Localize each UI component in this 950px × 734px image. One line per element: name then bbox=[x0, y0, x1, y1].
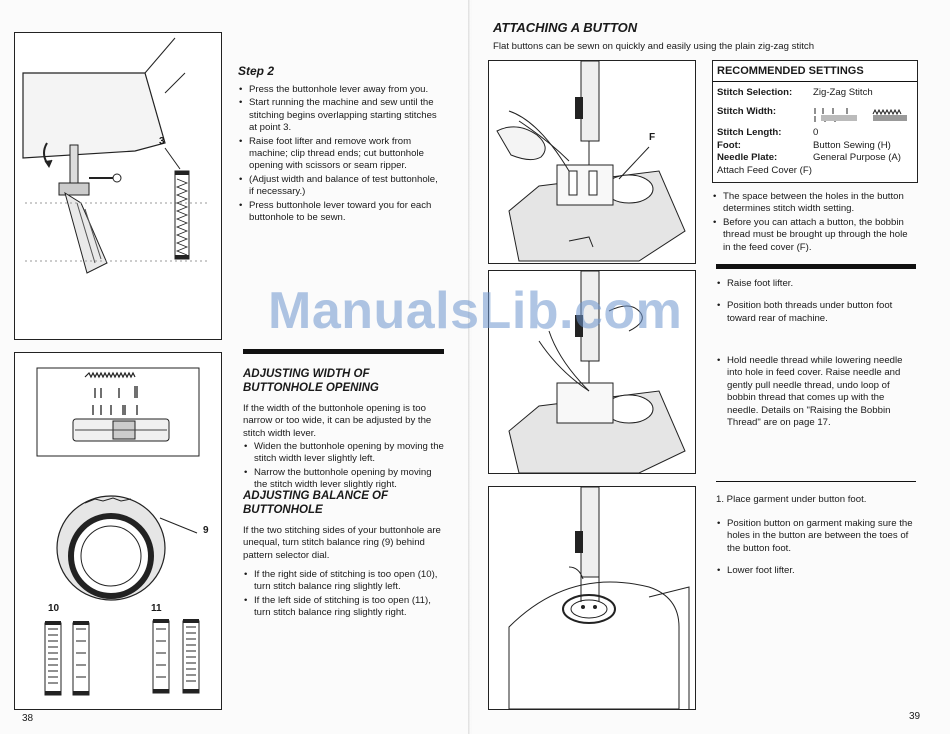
settings-divider bbox=[713, 81, 917, 82]
page-title: ATTACHING A BUTTON bbox=[493, 20, 638, 35]
balance-list bbox=[243, 569, 448, 621]
list-item: • Position button on garment making sure the holes in the button are between the toes of the button foot. bbox=[716, 518, 916, 555]
width-heading-line2: BUTTONHOLE OPENING bbox=[243, 382, 379, 394]
buttonhole-foot-illustration bbox=[15, 33, 221, 339]
width-intro: If the width of the buttonhole opening is too narrow or too wide, it can be adjusted by the stitch width lever. bbox=[243, 403, 432, 439]
garment-button-illustration bbox=[489, 487, 695, 709]
list-item: • Lower foot lifter. bbox=[716, 565, 916, 577]
list-item: • If the left side of stitching is too open (11), turn stitch balance ring slightly right. bbox=[243, 595, 448, 620]
right-page bbox=[472, 0, 950, 734]
feed-cover-illustration bbox=[489, 61, 695, 263]
notes-list-1 bbox=[712, 191, 916, 255]
foot-label: Foot: bbox=[717, 139, 741, 151]
notes-list-4 bbox=[716, 518, 916, 579]
width-list bbox=[243, 441, 446, 493]
left-page bbox=[0, 0, 470, 734]
step-2-heading: Step 2 bbox=[238, 64, 275, 78]
list-item: • The space between the holes in the button determines stitch width setting. bbox=[712, 191, 916, 216]
sample-10-label: 10 bbox=[48, 603, 60, 614]
feed-cover-f-label: F bbox=[649, 132, 656, 143]
list-item: • Raise foot lifter. bbox=[716, 278, 916, 290]
stitch-selection-label: Stitch Selection: bbox=[717, 87, 793, 98]
balance-section-heading bbox=[243, 489, 388, 517]
foot-row bbox=[717, 140, 915, 152]
stitch-width-label: Stitch Width: bbox=[717, 106, 777, 118]
balance-heading-line1: ADJUSTING BALANCE OF bbox=[243, 490, 389, 502]
stitch-width-gauge-icon bbox=[813, 106, 913, 124]
section-divider bbox=[716, 264, 916, 269]
balance-heading-line2: BUTTONHOLE bbox=[243, 504, 323, 516]
list-item: • Narrow the buttonhole opening by moving the stitch width lever slightly right. bbox=[243, 467, 446, 492]
stitch-width-row bbox=[717, 106, 915, 124]
list-item: • (Adjust width and balance of test buttonhole, if necessary.) bbox=[238, 174, 442, 199]
button-foot-figure-1 bbox=[488, 60, 696, 264]
watermark-text: ManualsLib.com bbox=[268, 282, 683, 340]
stitch-length-value: 0 bbox=[813, 127, 819, 139]
list-item: • Start running the machine and sew until the stitching begins overlapping starting stitches at point 3. bbox=[238, 97, 442, 134]
list-item: • Raise foot lifter and remove work from machine; clip thread ends; cut buttonhole opening with scissors or seam ripper. bbox=[238, 136, 442, 173]
page-subtitle: Flat buttons can be sewn on quickly and easily using the plain zig-zag stitch bbox=[493, 41, 815, 52]
needle-plate-label: Needle Plate: bbox=[717, 152, 778, 164]
list-item: • Press the buttonhole lever away from you. bbox=[238, 84, 442, 96]
step-2-list bbox=[238, 84, 442, 225]
stitch-length-label: Stitch Length: bbox=[717, 127, 782, 139]
list-item: • Widen the buttonhole opening by moving the stitch width lever slightly left. bbox=[243, 441, 446, 466]
needle-plate-value: General Purpose (A) bbox=[813, 152, 901, 164]
list-item: • Before you can attach a button, the bobbin thread must be brought up through the hole in the feed cover (F). bbox=[712, 217, 916, 254]
balance-intro: If the two stitching sides of your buttonhole are unequal, turn stitch balance ring (9) behind pattern selector dial. bbox=[243, 525, 441, 561]
recommended-settings-box bbox=[712, 60, 918, 183]
sample-11-label: 11 bbox=[151, 603, 162, 614]
stitch-selection-value: Zig-Zag Stitch bbox=[813, 87, 873, 98]
page-number-left: 38 bbox=[22, 713, 34, 724]
feed-cover-row bbox=[717, 165, 915, 177]
foot-value: Button Sewing (H) bbox=[813, 139, 891, 151]
needle-plate-row bbox=[717, 152, 915, 164]
section-divider bbox=[243, 349, 444, 354]
width-balance-figure bbox=[14, 352, 222, 710]
stitch-selection-row bbox=[717, 87, 915, 99]
notes-list-3 bbox=[716, 355, 916, 430]
buttonhole-foot-figure bbox=[14, 32, 222, 340]
ring-9-label: 9 bbox=[203, 525, 209, 536]
width-heading-line1: ADJUSTING WIDTH OF bbox=[243, 368, 370, 380]
button-foot-figure-3 bbox=[488, 486, 696, 710]
step-1-text: 1. Place garment under button foot. bbox=[716, 494, 867, 505]
list-item: • Hold needle thread while lowering needle into hole in feed cover. Raise needle and gently pull needle thread, undo loop of bobbin thread that comes up with the needle. Details on "Raising the Bobbin Thread" are on page 17. bbox=[716, 355, 916, 429]
section-divider-thin bbox=[716, 481, 916, 482]
list-item: • If the right side of stitching is too open (10), turn stitch balance ring slightly left. bbox=[243, 569, 448, 594]
width-section-heading bbox=[243, 367, 379, 395]
stitch-length-row bbox=[717, 127, 915, 139]
feed-cover-text: Attach Feed Cover (F) bbox=[717, 164, 812, 176]
page-number-right: 39 bbox=[909, 711, 921, 722]
list-item: • Press buttonhole lever toward you for each buttonhole to be sewn. bbox=[238, 200, 442, 225]
point-3-label: 3 bbox=[159, 136, 165, 147]
list-item: • Position both threads under button foot toward rear of machine. bbox=[716, 300, 916, 325]
notes-list-2 bbox=[716, 278, 916, 326]
settings-heading: RECOMMENDED SETTINGS bbox=[717, 65, 864, 77]
width-balance-illustration bbox=[15, 353, 221, 709]
